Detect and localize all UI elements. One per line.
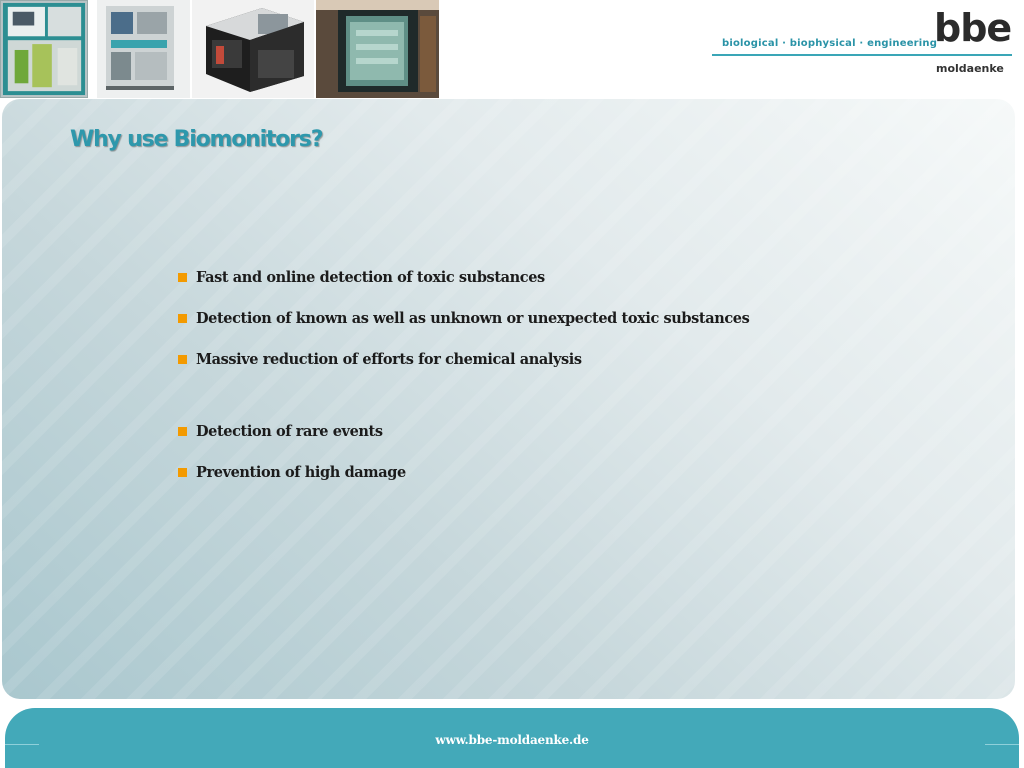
logo-tagline: biological · biophysical · engineering xyxy=(722,38,938,49)
biomonitor-cabinet-photo xyxy=(0,0,88,98)
footer-bar xyxy=(5,708,1019,768)
content-panel xyxy=(2,99,1015,699)
bullet-text: Detection of known as well as unknown or unexpected toxic substances xyxy=(196,310,750,327)
bullet-square-icon xyxy=(178,468,187,477)
algae-chamber-photo xyxy=(316,0,439,98)
website-link[interactable]: www.bbe-moldaenke.de xyxy=(435,733,589,747)
bullet-text: Massive reduction of efforts for chemical analysis xyxy=(196,351,582,368)
bullet-text: Prevention of high damage xyxy=(196,464,406,481)
slide-title: Why use Biomonitors? xyxy=(70,127,323,152)
bullet-square-icon xyxy=(178,427,187,436)
bullet-square-icon xyxy=(178,355,187,364)
bullet-item xyxy=(176,421,749,462)
logo-subtitle: moldaenke xyxy=(936,62,1004,75)
bullet-text: Fast and online detection of toxic substances xyxy=(196,269,545,286)
portable-case-monitor-photo xyxy=(192,0,314,98)
bullet-item xyxy=(176,267,749,308)
bbe-logo: bbe xyxy=(934,6,1012,50)
analyzer-instrument-photo xyxy=(97,0,190,98)
bullet-item xyxy=(176,349,749,390)
logo-divider xyxy=(712,54,1012,56)
bullet-list xyxy=(176,267,749,503)
bullet-text: Detection of rare events xyxy=(196,423,383,440)
bullet-item xyxy=(176,308,749,349)
bullet-square-icon xyxy=(178,314,187,323)
bullet-square-icon xyxy=(178,273,187,282)
bullet-item xyxy=(176,462,749,503)
